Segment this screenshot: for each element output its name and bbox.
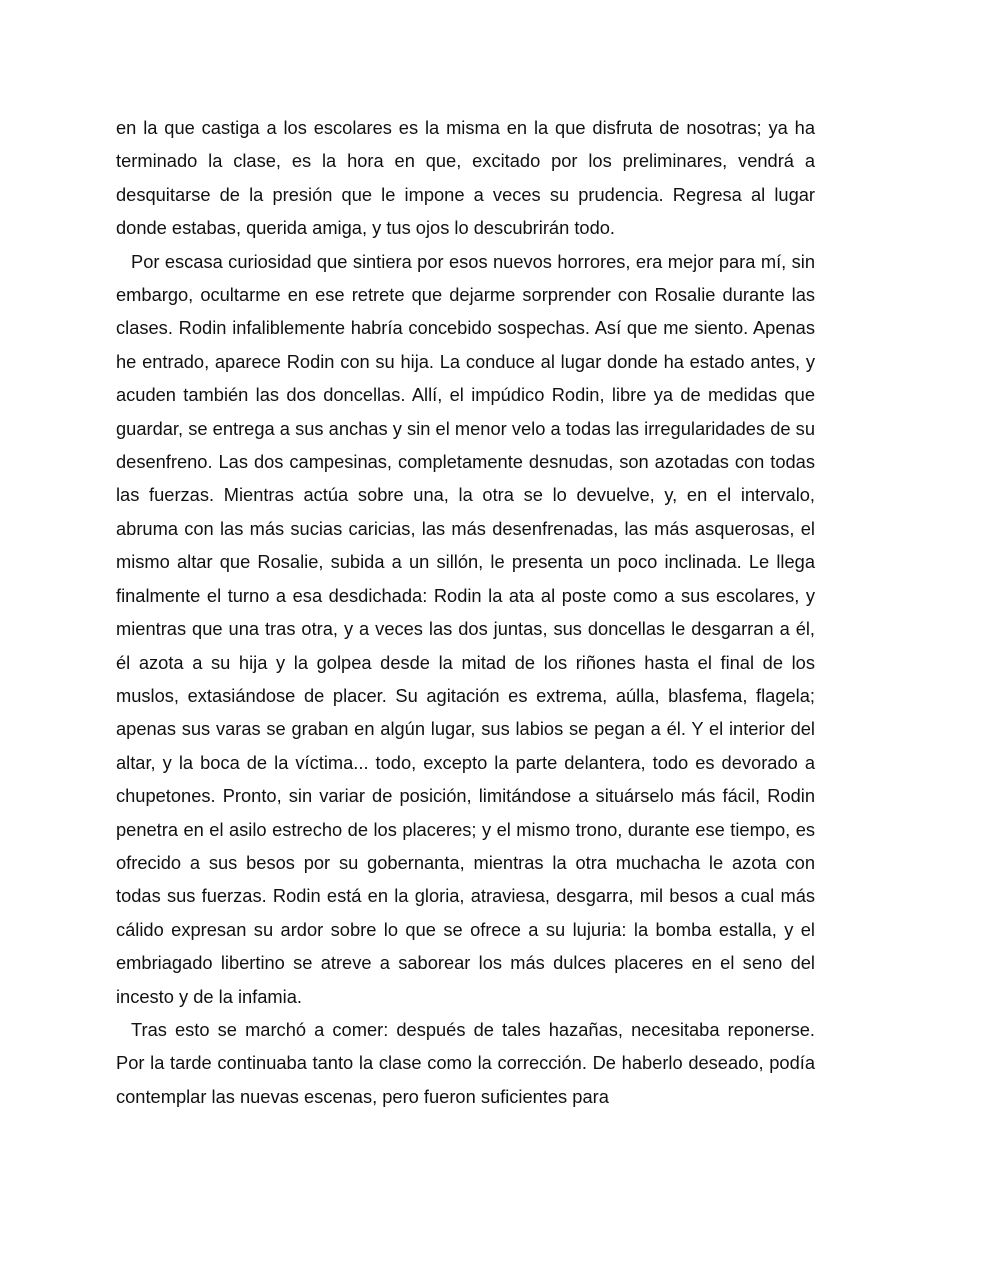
paragraph-rodin-scene: Por escasa curiosidad que sintiera por esos nuevos horrores, era mejor para mí, sin embargo, ocultarme en ese retrete que dejarme sorprender con Rosalie durante las clases. Rodin infaliblemente habría concebido sospechas. Así que me siento. Apenas he entrado, aparece Rodin con su hija. La conduce al lugar donde ha estado antes, y acuden también las dos doncellas. Allí, el impúdico Rodin, libre ya de medidas que guardar, se entrega a sus anchas y sin el menor velo a todas las irregularidades de su desenfreno. Las dos campesinas, completamente desnudas, son azotadas con todas las fuerzas. Mientras actúa sobre una, la otra se lo devuelve, y, en el intervalo, abruma con las más sucias caricias, las más desenfrenadas, las más asquerosas, el mismo altar que Rosalie, subida a un sillón, le presenta un poco inclinada. Le llega finalmente el turno a esa desdichada: Rodin la ata al poste como a sus escolares, y mientras que una tras otra, y a veces las dos juntas, sus doncellas le desgarran a él, él azota a su hija y la golpea desde la mitad de los riñones hasta el final de los muslos, extasiándose de placer. Su agitación es extrema, aúlla, blasfema, flagela; apenas sus varas se graban en algún lugar, sus labios se pegan a él. Y el interior del altar, y la boca de la víctima... todo, excepto la parte delantera, todo es devorado a chupetones. Pronto, sin variar de posición, limitándose a situárselo más fácil, Rodin penetra en el asilo estrecho de los placeres; y el mismo trono, durante ese tiempo, es ofrecido a sus besos por su gobernanta, mientras la otra muchacha le azota con todas sus fuerzas. Rodin está en la gloria, atraviesa, desgarra, mil besos a cual más cálido expresan su ardor sobre lo que se ofrece a su lujuria: la bomba estalla, y el embriagado libertino se atreve a saborear los más dulces placeres en el seno del incesto y de la infamia. — [116, 250, 815, 1007]
document-page — [116, 111, 815, 1113]
paragraph-continuation: en la que castiga a los escolares es la misma en la que disfruta de nosotras; ya ha terminado la clase, es la hora en que, excitado por los preliminares, vendrá a desquitarse de la presión que le impone a veces su prudencia. Regresa al lugar donde estabas, querida amiga, y tus ojos lo descubrirán todo. — [116, 117, 815, 239]
paragraph-afterwards: Tras esto se marchó a comer: después de tales hazañas, necesitaba reponerse. Por la tarde continuaba tanto la clase como la corrección. De haberlo deseado, podía contemplar las nuevas escenas, pero fueron suficientes para — [116, 1018, 815, 1107]
